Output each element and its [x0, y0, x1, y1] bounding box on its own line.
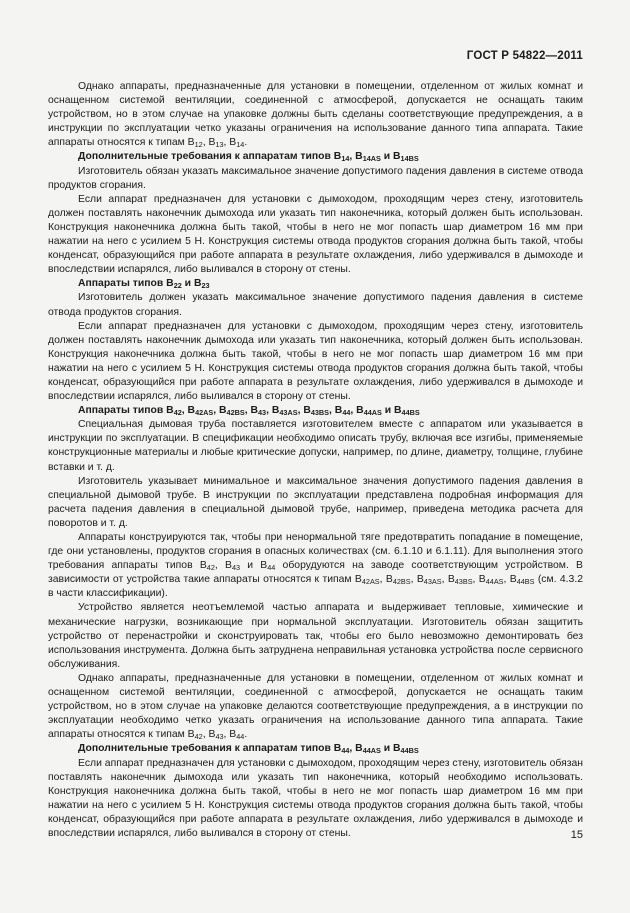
- section-heading: Аппараты типов $B_{42}$, $B_{42AS}$, $B_{42BS}$, $B_{43}$, $B_{43AS}$, $B_{43BS}$, $B_{44}$, $B_{44AS}$ и $B_{44BS}$: [78, 405, 420, 417]
- body-paragraph: Однако аппараты, предназначенные для установки в помещении, отделенном от жилых комнат и оснащенном системой вентиляции, соединенной с атмосферой, допускается не оснащать таким устройством, но в этом случае на упаковке делаются соответствующие предупреждения, а в инструкции по эксплуатации необходимо четко указать ограничения на использование данного типа аппарата. Такие аппараты относятся к типам $B_{42}$, $B_{43}$, $B_{44}$.: [48, 672, 583, 742]
- body-paragraph: Аппараты конструируются так, чтобы при ненормальной тяге предотвратить попадание в помещение, где они установлены, продуктов сгорания в опасных количествах (см. 6.1.10 и 6.1.11). Для выполнения этого требования аппараты типов $B_{42}$, $B_{43}$ и $B_{44}$ оборудуются на заводе соответствующим устройством. В зависимости от устройства такие аппараты относятся к типам $B_{42AS}$, $B_{42BS}$, $B_{43AS}$, $B_{43BS}$, $B_{44AS}$, $B_{44BS}$ (см. 4.3.2 в части классификации).: [48, 532, 583, 600]
- body-paragraph: Устройство является неотъемлемой частью аппарата и выдерживает тепловые, химические и механические нагрузки, возникающие при нормальной эксплуатации. Изготовитель обязан защитить устройство от перенастройки и сконструировать так, чтобы его было невозможно демонтировать без использования инструмента. Должна быть затруднена неправильная установка устройства после сервисного обслуживания.: [48, 602, 583, 670]
- body-paragraph: Изготовитель указывает минимальное и максимальное значения допустимого падения давления в специальной дымовой трубе. В инструкции по эксплуатации представлена подробная информация для расчета падения давления в специальной дымовой трубе, например, приведена методика расчета для поворотов и т. д.: [48, 475, 583, 529]
- body-paragraph: Изготовитель обязан указать максимальное значение допустимого падения давления в системе отвода продуктов сгорания.: [48, 165, 583, 191]
- document-body: [48, 80, 583, 841]
- page-number: 15: [570, 829, 583, 841]
- body-paragraph: Изготовитель должен указать максимальное значение допустимого падения давления в системе отвода продуктов сгорания.: [48, 292, 583, 318]
- section-heading: Дополнительные требования к аппаратам типов $B_{14}$, $B_{14AS}$ и $B_{14BS}$: [78, 151, 419, 164]
- body-paragraph: Если аппарат предназначен для установки с дымоходом, проходящим через стену, изготовитель должен поставлять наконечник дымохода или указать тип наконечника, который должен быть использован. Конструкция наконечника должна быть такой, чтобы в него не мог попасть шар диаметром 16 мм при нажатии на него с усилием 5 Н. Конструкция системы отвода продуктов сгорания должна быть такой, чтобы конденсат, образующийся при работе аппарата в результате охлаждения, либо удерживался в дымоходе и впоследствии испарялся, либо выливался в сторону от стены.: [48, 320, 583, 403]
- body-paragraph: Однако аппараты, предназначенные для установки в помещении, отделенном от жилых комнат и оснащенном системой вентиляции, соединенной с атмосферой, допускается не оснащать таким устройством, но в этом случае на упаковке должны быть сделаны соответствующие предупреждения, а в инструкции по эксплуатации четко указаны ограничения на использование данного типа аппарата. Такие аппараты относятся к типам $B_{12}$, $B_{13}$, $B_{14}$.: [48, 81, 583, 150]
- section-heading: Аппараты типов $B_{22}$ и $B_{23}$: [78, 278, 210, 291]
- body-paragraph: Если аппарат предназначен для установки с дымоходом, проходящим через стену, изготовитель обязан поставлять наконечник дымохода или указать тип наконечника, который необходимо использовать. Конструкция наконечника должна быть такой, чтобы в него не мог попасть шар диаметром 16 мм при нажатии на него с усилием 5 Н. Конструкция системы отвода продуктов сгорания должна быть такой, чтобы конденсат, образующийся при работе аппарата в результате охлаждения, либо удерживался в дымоходе и впоследствии испарялся, либо выливался в сторону от стены.: [48, 757, 583, 839]
- body-paragraph: Специальная дымовая труба поставляется изготовителем вместе с аппаратом или указывается в инструкции по эксплуатации. В спецификации необходимо описать трубу, включая все изгибы, применяемые конструкционные материалы и любые критические допуски, например, по длине, диаметру, толщине, глубине вставки и т. д.: [48, 419, 583, 473]
- body-paragraph: Если аппарат предназначен для установки с дымоходом, проходящим через стену, изготовитель должен поставлять наконечник дымохода или указать тип наконечника, который должен быть использован. Конструкция наконечника должна быть такой, чтобы в него не мог попасть шар диаметром 16 мм при нажатии на него с усилием 5 Н. Конструкция системы отвода продуктов сгорания должна быть такой, чтобы конденсат, образующийся при работе аппарата в результате охлаждения, либо удерживался в дымоходе и впоследствии испарялся, либо выливался в сторону от стены.: [48, 193, 583, 276]
- section-heading: Дополнительные требования к аппаратам типов $B_{44}$, $B_{44AS}$ и $B_{44BS}$: [78, 743, 419, 756]
- standard-header: ГОСТ Р 54822—2011: [466, 50, 583, 62]
